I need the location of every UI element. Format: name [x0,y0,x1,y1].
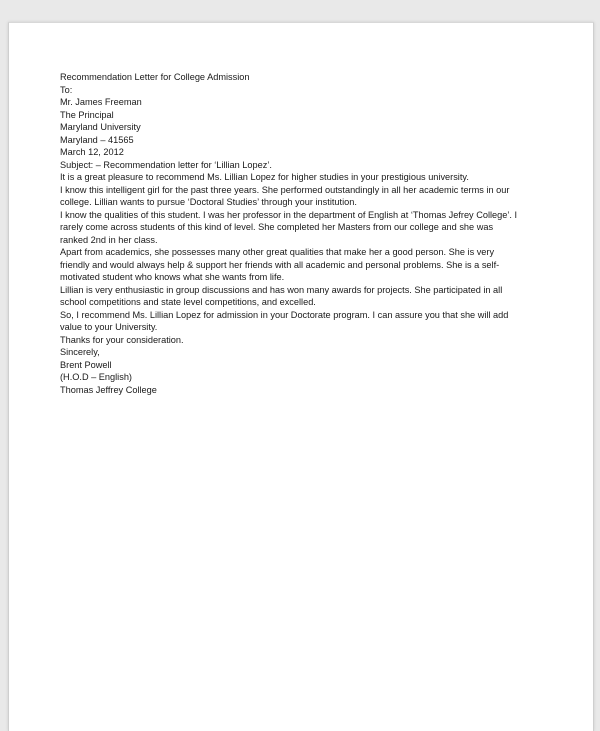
letter-body [60,71,520,396]
signer-name: Brent Powell [60,359,112,370]
signer-role: (H.O.D – English) [60,372,132,382]
paragraph-6: So, I recommend Ms. Lillian Lopez for admission in your Doctorate program. I can assure you that she will add value to your University. [60,309,509,332]
letter-date: March 12, 2012 [60,147,124,157]
closing: Sincerely, [60,347,100,357]
to-label: To: [60,84,73,95]
document-page [8,22,594,731]
recipient-address: Maryland – 41565 [60,134,134,145]
paragraph-2: I know this intelligent girl for the past three years. She performed outstandingly in all her academic terms in our college. Lillian wants to pursue ‘Doctoral Studies’ through your institution. [60,184,510,207]
signer-institution: Thomas Jeffrey College [60,384,157,395]
paragraph-4: Apart from academics, she possesses many other great qualities that make her a good person. She is very friendly and would always help & support her friends with all academic and personal problems. She is a self-motivated student who knows what she wants from life. [60,247,500,282]
paragraph-5: Lillian is very enthusiastic in group discussions and has won many awards for projects. She participated in all school competitions and state level competitions, and excelled. [60,284,503,307]
letter-subject: Subject: – Recommendation letter for ‘Lillian Lopez’. [60,159,272,170]
recipient-name: Mr. James Freeman [60,97,142,107]
paragraph-7: Thanks for your consideration. [60,334,184,345]
paragraph-3: I know the qualities of this student. I was her professor in the department of English at ‘Thomas Jefrey College’. I rarely come across students of this kind of level. She completed her Masters from our college and she was ranked 2nd in her class. [60,209,518,245]
letter-title: Recommendation Letter for College Admission [60,72,250,82]
recipient-title: The Principal [60,109,114,120]
recipient-institution: Maryland University [60,122,141,132]
paragraph-1: It is a great pleasure to recommend Ms. Lillian Lopez for higher studies in your prestigious university. [60,172,469,182]
